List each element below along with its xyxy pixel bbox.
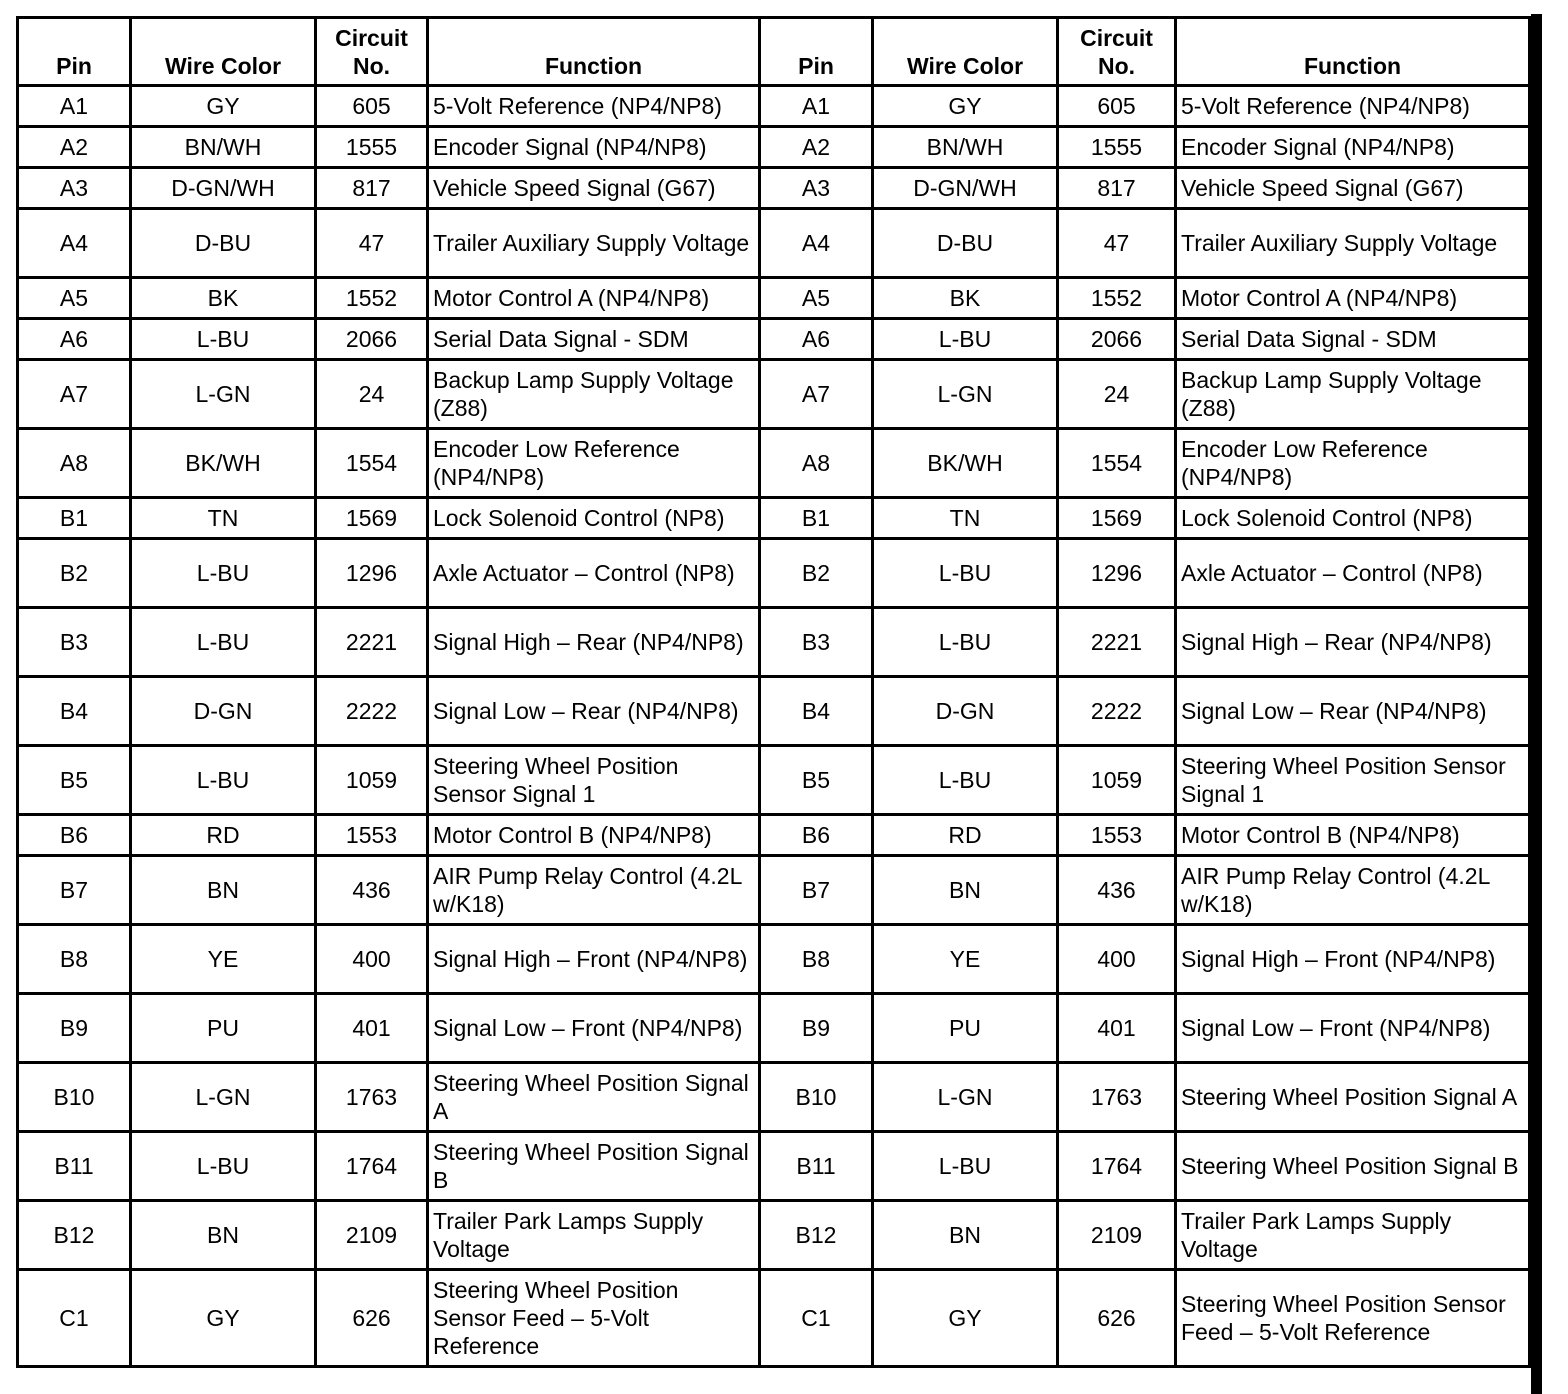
circuit-no-cell-right: 1296 bbox=[1056, 537, 1174, 606]
pin-cell-right: B6 bbox=[758, 813, 871, 854]
circuit-no-cell: 24 bbox=[314, 358, 426, 427]
pin-cell-right: B7 bbox=[758, 854, 871, 923]
pin-cell-right: B5 bbox=[758, 744, 871, 813]
wire-color-cell: BN bbox=[129, 1199, 314, 1268]
function-cell-right: Encoder Low Reference (NP4/NP8) bbox=[1174, 427, 1531, 496]
wire-color-cell-right: BN bbox=[871, 854, 1056, 923]
function-cell: Signal Low – Front (NP4/NP8) bbox=[426, 992, 758, 1061]
function-cell-right: Motor Control B (NP4/NP8) bbox=[1174, 813, 1531, 854]
pin-cell: B1 bbox=[16, 496, 129, 537]
function-cell: Encoder Low Reference (NP4/NP8) bbox=[426, 427, 758, 496]
pin-cell: A5 bbox=[16, 276, 129, 317]
table-row bbox=[16, 166, 1531, 207]
connector-pin-table bbox=[16, 16, 1531, 1368]
wire-color-cell-right: L-GN bbox=[871, 358, 1056, 427]
pin-cell-right: A7 bbox=[758, 358, 871, 427]
wire-color-cell: BN/WH bbox=[129, 125, 314, 166]
table-row bbox=[16, 125, 1531, 166]
function-cell: Signal High – Rear (NP4/NP8) bbox=[426, 606, 758, 675]
function-cell-right: Serial Data Signal - SDM bbox=[1174, 317, 1531, 358]
wire-color-cell-right: TN bbox=[871, 496, 1056, 537]
pin-cell: A8 bbox=[16, 427, 129, 496]
wire-color-cell-right: L-BU bbox=[871, 744, 1056, 813]
wire-color-cell: BK/WH bbox=[129, 427, 314, 496]
circuit-no-cell-right: 1552 bbox=[1056, 276, 1174, 317]
pin-rows bbox=[16, 84, 1531, 1368]
header-circuit-line2-right: No. bbox=[1097, 53, 1136, 79]
function-cell-right: Vehicle Speed Signal (G67) bbox=[1174, 166, 1531, 207]
function-cell: Trailer Park Lamps Supply Voltage bbox=[426, 1199, 758, 1268]
wire-color-cell: L-BU bbox=[129, 537, 314, 606]
function-cell: Steering Wheel Position Signal B bbox=[426, 1130, 758, 1199]
wire-color-cell: TN bbox=[129, 496, 314, 537]
table-row bbox=[16, 276, 1531, 317]
wire-color-cell: BK bbox=[129, 276, 314, 317]
header-function-right: Function bbox=[1174, 16, 1531, 84]
table-row bbox=[16, 813, 1531, 854]
header-row bbox=[16, 16, 1531, 84]
pin-cell: B8 bbox=[16, 923, 129, 992]
table-row bbox=[16, 84, 1531, 125]
table-row bbox=[16, 744, 1531, 813]
circuit-no-cell-right: 817 bbox=[1056, 166, 1174, 207]
function-cell: Vehicle Speed Signal (G67) bbox=[426, 166, 758, 207]
circuit-no-cell-right: 626 bbox=[1056, 1268, 1174, 1368]
pin-cell-right: B4 bbox=[758, 675, 871, 744]
function-cell: Serial Data Signal - SDM bbox=[426, 317, 758, 358]
circuit-no-cell-right: 2109 bbox=[1056, 1199, 1174, 1268]
wire-color-cell-right: GY bbox=[871, 84, 1056, 125]
circuit-no-cell: 401 bbox=[314, 992, 426, 1061]
wire-color-cell-right: D-BU bbox=[871, 207, 1056, 276]
wire-color-cell: L-GN bbox=[129, 1061, 314, 1130]
circuit-no-cell-right: 2066 bbox=[1056, 317, 1174, 358]
pin-cell: B12 bbox=[16, 1199, 129, 1268]
pin-cell-right: B12 bbox=[758, 1199, 871, 1268]
pin-cell: A7 bbox=[16, 358, 129, 427]
pin-cell-right: A3 bbox=[758, 166, 871, 207]
wire-color-cell-right: BN/WH bbox=[871, 125, 1056, 166]
circuit-no-cell-right: 24 bbox=[1056, 358, 1174, 427]
table-row bbox=[16, 675, 1531, 744]
wire-color-cell-right: L-BU bbox=[871, 537, 1056, 606]
wire-color-cell: RD bbox=[129, 813, 314, 854]
function-cell: Signal Low – Rear (NP4/NP8) bbox=[426, 675, 758, 744]
circuit-no-cell-right: 1569 bbox=[1056, 496, 1174, 537]
circuit-no-cell-right: 400 bbox=[1056, 923, 1174, 992]
pin-cell-right: A5 bbox=[758, 276, 871, 317]
table-row bbox=[16, 207, 1531, 276]
table-row bbox=[16, 496, 1531, 537]
table-row bbox=[16, 923, 1531, 992]
function-cell-right: Steering Wheel Position Signal A bbox=[1174, 1061, 1531, 1130]
circuit-no-cell: 400 bbox=[314, 923, 426, 992]
pin-cell: B7 bbox=[16, 854, 129, 923]
table-row bbox=[16, 1199, 1531, 1268]
pin-cell: B6 bbox=[16, 813, 129, 854]
pin-cell: A3 bbox=[16, 166, 129, 207]
pin-cell-right: B1 bbox=[758, 496, 871, 537]
wire-color-cell: D-GN bbox=[129, 675, 314, 744]
circuit-no-cell-right: 2221 bbox=[1056, 606, 1174, 675]
circuit-no-cell: 626 bbox=[314, 1268, 426, 1368]
table-row bbox=[16, 427, 1531, 496]
function-cell-right: Signal High – Front (NP4/NP8) bbox=[1174, 923, 1531, 992]
pin-cell-right: A1 bbox=[758, 84, 871, 125]
pin-cell-right: A4 bbox=[758, 207, 871, 276]
circuit-no-cell-right: 1764 bbox=[1056, 1130, 1174, 1199]
wire-color-cell-right: D-GN/WH bbox=[871, 166, 1056, 207]
circuit-no-cell: 2221 bbox=[314, 606, 426, 675]
wire-color-cell: GY bbox=[129, 1268, 314, 1368]
wire-color-cell-right: PU bbox=[871, 992, 1056, 1061]
header-circuit-line2: No. bbox=[352, 53, 391, 79]
header-pin-right: Pin bbox=[758, 16, 871, 84]
pin-cell: A2 bbox=[16, 125, 129, 166]
pin-cell: B11 bbox=[16, 1130, 129, 1199]
header-circuit-line1: Circuit bbox=[335, 25, 408, 51]
wire-color-cell: PU bbox=[129, 992, 314, 1061]
wire-color-cell: L-BU bbox=[129, 606, 314, 675]
wire-color-cell-right: L-BU bbox=[871, 317, 1056, 358]
wire-color-cell-right: RD bbox=[871, 813, 1056, 854]
wire-color-cell: L-GN bbox=[129, 358, 314, 427]
function-cell: Steering Wheel Position Sensor Feed – 5-Volt Reference bbox=[426, 1268, 758, 1368]
pin-cell: C1 bbox=[16, 1268, 129, 1368]
circuit-no-cell: 1296 bbox=[314, 537, 426, 606]
wire-color-cell: L-BU bbox=[129, 317, 314, 358]
function-cell-right: Lock Solenoid Control (NP8) bbox=[1174, 496, 1531, 537]
wire-color-cell: L-BU bbox=[129, 1130, 314, 1199]
function-cell: AIR Pump Relay Control (4.2L w/K18) bbox=[426, 854, 758, 923]
circuit-no-cell-right: 1763 bbox=[1056, 1061, 1174, 1130]
wire-color-cell: L-BU bbox=[129, 744, 314, 813]
function-cell-right: Trailer Auxiliary Supply Voltage bbox=[1174, 207, 1531, 276]
pin-cell-right: B9 bbox=[758, 992, 871, 1061]
table-row bbox=[16, 537, 1531, 606]
circuit-no-cell: 1555 bbox=[314, 125, 426, 166]
function-cell-right: Signal High – Rear (NP4/NP8) bbox=[1174, 606, 1531, 675]
function-cell-right: Steering Wheel Position Signal B bbox=[1174, 1130, 1531, 1199]
table-row bbox=[16, 317, 1531, 358]
pin-cell-right: C1 bbox=[758, 1268, 871, 1368]
function-cell: Motor Control A (NP4/NP8) bbox=[426, 276, 758, 317]
table-row bbox=[16, 358, 1531, 427]
wire-color-cell-right: BK bbox=[871, 276, 1056, 317]
function-cell: Signal High – Front (NP4/NP8) bbox=[426, 923, 758, 992]
pin-cell: A6 bbox=[16, 317, 129, 358]
circuit-no-cell: 1554 bbox=[314, 427, 426, 496]
right-edge-bar bbox=[1531, 14, 1542, 1394]
circuit-no-cell-right: 436 bbox=[1056, 854, 1174, 923]
header-function: Function bbox=[426, 16, 758, 84]
pin-cell-right: A6 bbox=[758, 317, 871, 358]
circuit-no-cell-right: 1553 bbox=[1056, 813, 1174, 854]
circuit-no-cell: 1763 bbox=[314, 1061, 426, 1130]
function-cell: Steering Wheel Position Signal A bbox=[426, 1061, 758, 1130]
wire-color-cell-right: D-GN bbox=[871, 675, 1056, 744]
pin-cell-right: B8 bbox=[758, 923, 871, 992]
table-row bbox=[16, 1061, 1531, 1130]
wire-color-cell-right: BK/WH bbox=[871, 427, 1056, 496]
table-row bbox=[16, 606, 1531, 675]
circuit-no-cell-right: 1059 bbox=[1056, 744, 1174, 813]
wire-color-cell-right: L-BU bbox=[871, 606, 1056, 675]
pin-cell: A1 bbox=[16, 84, 129, 125]
function-cell: Axle Actuator – Control (NP8) bbox=[426, 537, 758, 606]
function-cell: Motor Control B (NP4/NP8) bbox=[426, 813, 758, 854]
circuit-no-cell: 817 bbox=[314, 166, 426, 207]
circuit-no-cell: 605 bbox=[314, 84, 426, 125]
table-row bbox=[16, 992, 1531, 1061]
wire-color-cell-right: BN bbox=[871, 1199, 1056, 1268]
circuit-no-cell: 2222 bbox=[314, 675, 426, 744]
function-cell: Encoder Signal (NP4/NP8) bbox=[426, 125, 758, 166]
pin-cell: B2 bbox=[16, 537, 129, 606]
function-cell: Backup Lamp Supply Voltage (Z88) bbox=[426, 358, 758, 427]
function-cell-right: 5-Volt Reference (NP4/NP8) bbox=[1174, 84, 1531, 125]
wire-color-cell: D-BU bbox=[129, 207, 314, 276]
pin-cell: B3 bbox=[16, 606, 129, 675]
function-cell-right: Encoder Signal (NP4/NP8) bbox=[1174, 125, 1531, 166]
header-pin: Pin bbox=[16, 16, 129, 84]
function-cell: Steering Wheel Position Sensor Signal 1 bbox=[426, 744, 758, 813]
function-cell-right: Axle Actuator – Control (NP8) bbox=[1174, 537, 1531, 606]
circuit-no-cell: 47 bbox=[314, 207, 426, 276]
header-wire-color: Wire Color bbox=[129, 16, 314, 84]
wire-color-cell-right: YE bbox=[871, 923, 1056, 992]
pin-cell-right: B11 bbox=[758, 1130, 871, 1199]
circuit-no-cell: 1764 bbox=[314, 1130, 426, 1199]
wire-color-cell: YE bbox=[129, 923, 314, 992]
pin-cell-right: B10 bbox=[758, 1061, 871, 1130]
function-cell-right: Trailer Park Lamps Supply Voltage bbox=[1174, 1199, 1531, 1268]
wire-color-cell-right: L-BU bbox=[871, 1130, 1056, 1199]
function-cell: 5-Volt Reference (NP4/NP8) bbox=[426, 84, 758, 125]
function-cell-right: Steering Wheel Position Sensor Signal 1 bbox=[1174, 744, 1531, 813]
wire-color-cell-right: GY bbox=[871, 1268, 1056, 1368]
wire-color-cell: BN bbox=[129, 854, 314, 923]
pin-cell-right: A2 bbox=[758, 125, 871, 166]
circuit-no-cell: 2066 bbox=[314, 317, 426, 358]
circuit-no-cell: 2109 bbox=[314, 1199, 426, 1268]
wire-color-cell-right: L-GN bbox=[871, 1061, 1056, 1130]
function-cell-right: Steering Wheel Position Sensor Feed – 5-Volt Reference bbox=[1174, 1268, 1531, 1368]
circuit-no-cell-right: 1555 bbox=[1056, 125, 1174, 166]
circuit-no-cell: 1059 bbox=[314, 744, 426, 813]
pin-cell-right: B3 bbox=[758, 606, 871, 675]
pin-cell: B9 bbox=[16, 992, 129, 1061]
table-row bbox=[16, 854, 1531, 923]
table-row bbox=[16, 1268, 1531, 1368]
circuit-no-cell-right: 2222 bbox=[1056, 675, 1174, 744]
function-cell-right: Signal Low – Front (NP4/NP8) bbox=[1174, 992, 1531, 1061]
circuit-no-cell-right: 47 bbox=[1056, 207, 1174, 276]
function-cell-right: Motor Control A (NP4/NP8) bbox=[1174, 276, 1531, 317]
pin-cell: B4 bbox=[16, 675, 129, 744]
circuit-no-cell: 436 bbox=[314, 854, 426, 923]
header-circuit-no bbox=[314, 16, 426, 84]
wire-color-cell: D-GN/WH bbox=[129, 166, 314, 207]
circuit-no-cell-right: 401 bbox=[1056, 992, 1174, 1061]
pin-cell: A4 bbox=[16, 207, 129, 276]
header-wire-color-right: Wire Color bbox=[871, 16, 1056, 84]
circuit-no-cell: 1552 bbox=[314, 276, 426, 317]
function-cell-right: AIR Pump Relay Control (4.2L w/K18) bbox=[1174, 854, 1531, 923]
header-circuit-line1-right: Circuit bbox=[1080, 25, 1153, 51]
circuit-no-cell: 1569 bbox=[314, 496, 426, 537]
function-cell-right: Signal Low – Rear (NP4/NP8) bbox=[1174, 675, 1531, 744]
circuit-no-cell-right: 1554 bbox=[1056, 427, 1174, 496]
pin-cell: B5 bbox=[16, 744, 129, 813]
table-row bbox=[16, 1130, 1531, 1199]
header-circuit-no-right bbox=[1056, 16, 1174, 84]
function-cell: Trailer Auxiliary Supply Voltage bbox=[426, 207, 758, 276]
wire-color-cell: GY bbox=[129, 84, 314, 125]
pin-cell-right: A8 bbox=[758, 427, 871, 496]
pin-cell-right: B2 bbox=[758, 537, 871, 606]
pin-cell: B10 bbox=[16, 1061, 129, 1130]
function-cell-right: Backup Lamp Supply Voltage (Z88) bbox=[1174, 358, 1531, 427]
function-cell: Lock Solenoid Control (NP8) bbox=[426, 496, 758, 537]
circuit-no-cell: 1553 bbox=[314, 813, 426, 854]
circuit-no-cell-right: 605 bbox=[1056, 84, 1174, 125]
